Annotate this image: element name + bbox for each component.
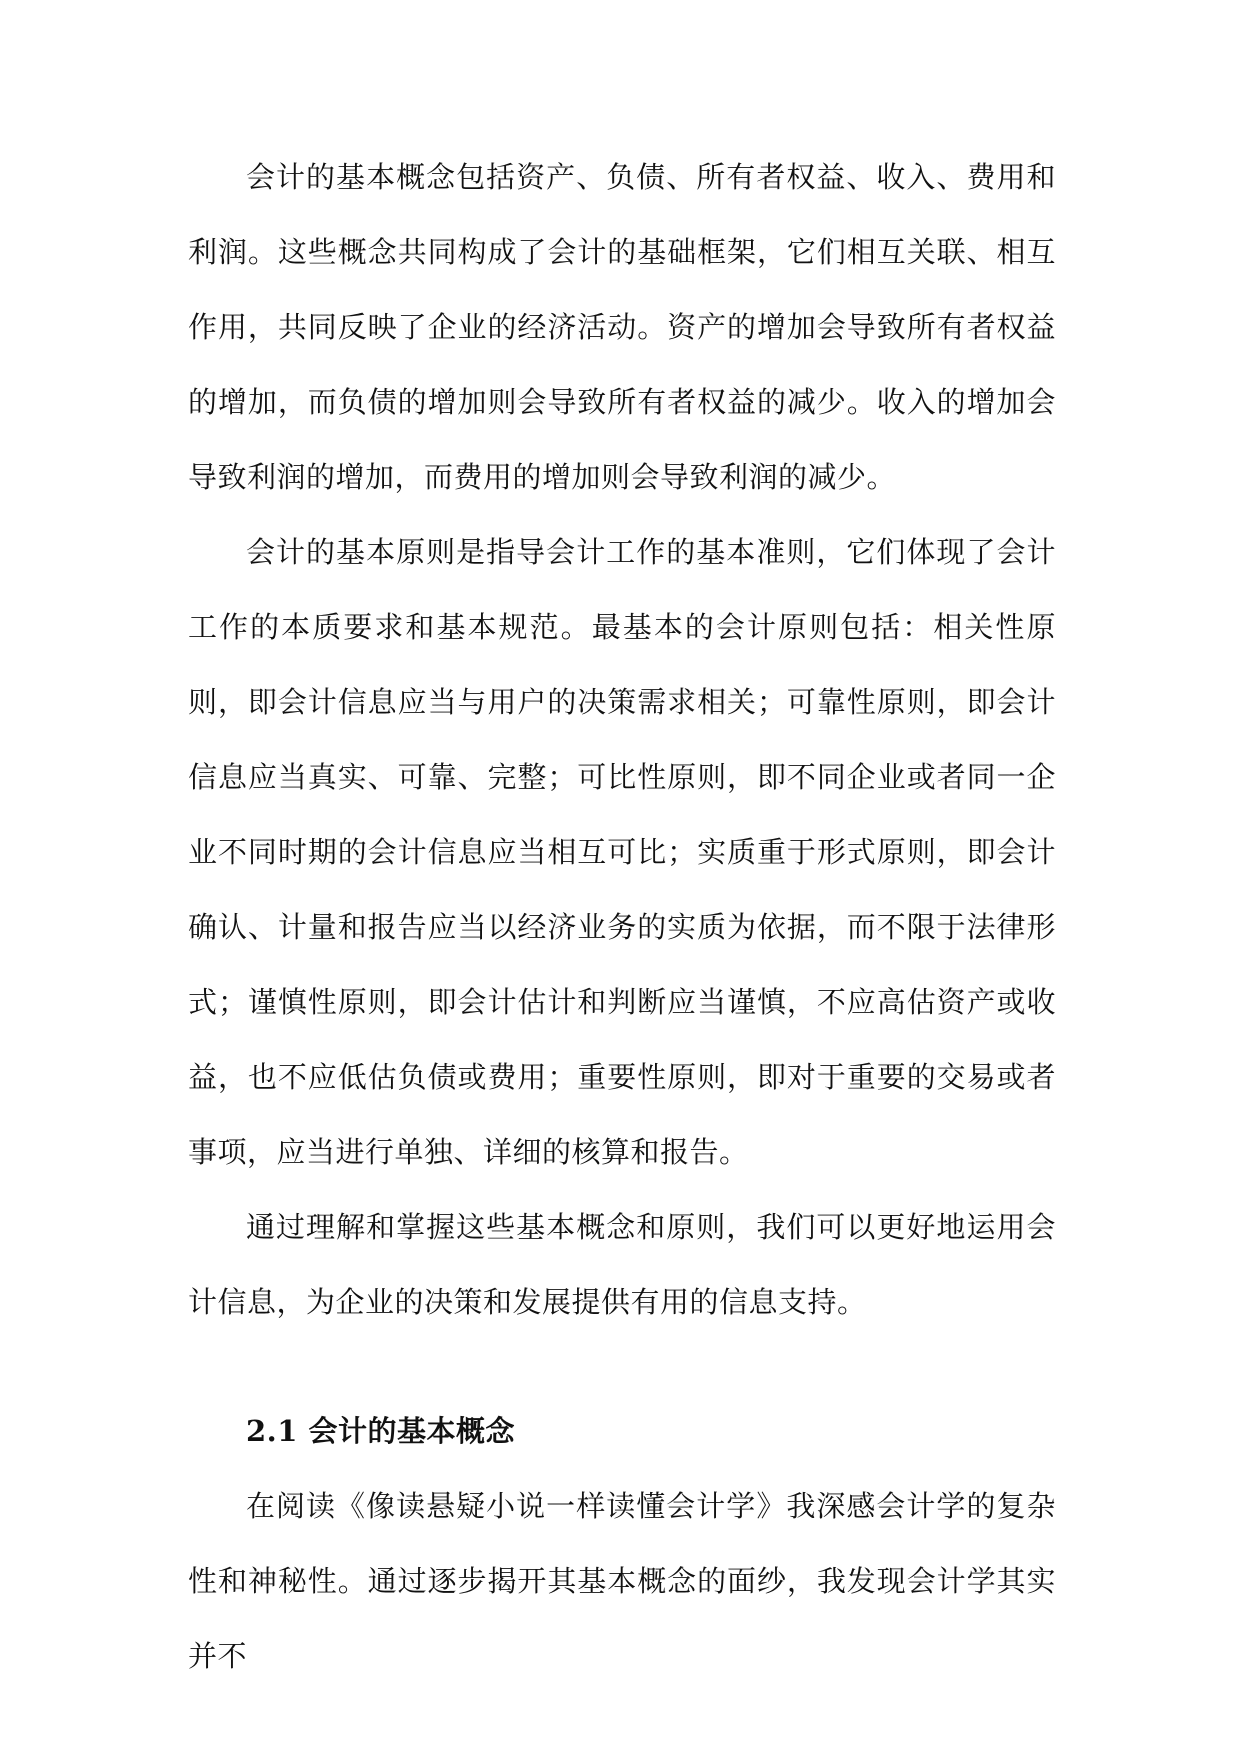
paragraph-basic-principles: 会计的基本原则是指导会计工作的基本准则，它们体现了会计工作的本质要求和基本规范。最基本的会计原则包括：相关性原则，即会计信息应当与用户的决策需求相关；可靠性原则，即会计信息应当真实、可靠、完整；可比性原则，即不同企业或者同一企业不同时期的会计信息应当相互可比；实质重于形式原则，即会计确认、计量和报告应当以经济业务的实质为依据，而不限于法律形式；谨慎性原则，即会计估计和判断应当谨慎，不应高估资产或收益，也不应低估负债或费用；重要性原则，即对于重要的交易或者事项，应当进行单独、详细的核算和报告。: [188, 535, 1056, 1169]
paragraph-basic-concepts: 会计的基本概念包括资产、负债、所有者权益、收入、费用和利润。这些概念共同构成了会计的基础框架，它们相互关联、相互作用，共同反映了企业的经济活动。资产的增加会导致所有者权益的增加，而负债的增加则会导致所有者权益的减少。收入的增加会导致利润的增加，而费用的增加则会导致利润的减少。: [188, 160, 1056, 494]
document-page: [188, 140, 1056, 1694]
paragraph-summary: 通过理解和掌握这些基本概念和原则，我们可以更好地运用会计信息，为企业的决策和发展提供有用的信息支持。: [188, 1210, 1056, 1319]
section-heading: 2.1 会计的基本概念: [246, 1414, 516, 1448]
paragraph-section-intro: 在阅读《像读悬疑小说一样读懂会计学》我深感会计学的复杂性和神秘性。通过逐步揭开其基本概念的面纱，我发现会计学其实并不: [188, 1489, 1056, 1673]
